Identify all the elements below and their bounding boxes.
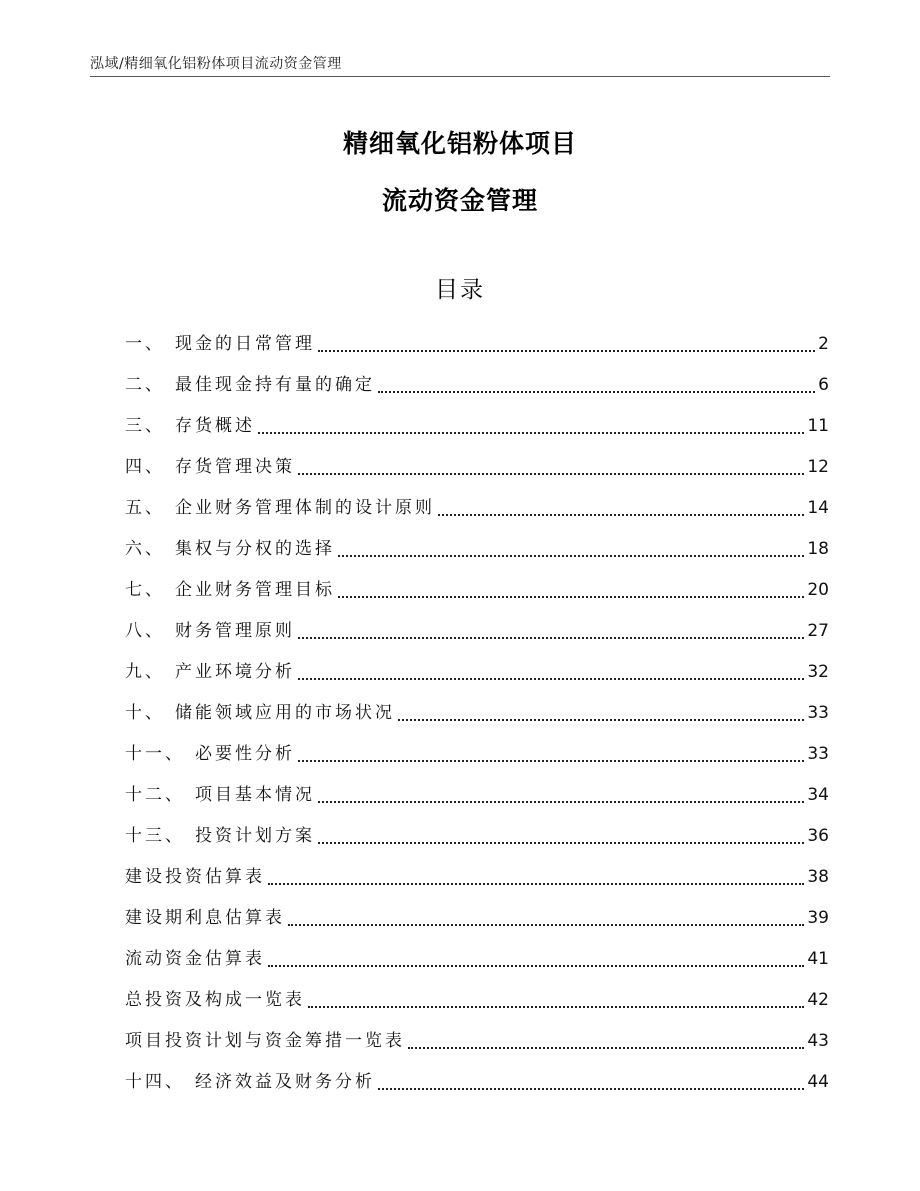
toc-entry-number: 三、 <box>125 416 165 436</box>
toc-leader-dots <box>298 760 804 762</box>
toc-entry-label: 企业财务管理目标 <box>175 580 335 600</box>
toc-entry[interactable] <box>125 853 829 894</box>
running-header: 泓域/精细氧化铝粉体项目流动资金管理 <box>90 56 342 72</box>
toc-leader-dots <box>308 1006 804 1008</box>
toc-entry-number: 九、 <box>125 662 165 682</box>
header-rule <box>90 76 830 77</box>
toc-entry-page: 33 <box>807 703 829 723</box>
toc-entry-label: 存货概述 <box>175 416 255 436</box>
toc-entry-label: 项目投资计划与资金筹措一览表 <box>125 1031 405 1051</box>
toc-entry-label: 经济效益及财务分析 <box>195 1072 375 1092</box>
toc-entry[interactable] <box>125 1017 829 1058</box>
toc-entry-label: 必要性分析 <box>195 744 295 764</box>
table-of-contents <box>125 320 829 1099</box>
document-title-line-2: 流动资金管理 <box>381 186 538 215</box>
toc-entry[interactable] <box>125 607 829 648</box>
toc-entry[interactable] <box>125 484 829 525</box>
toc-entry[interactable] <box>125 894 829 935</box>
toc-entry-page: 27 <box>807 621 829 641</box>
toc-leader-dots <box>338 596 804 598</box>
toc-entry-page: 33 <box>807 744 829 764</box>
toc-entry-page: 20 <box>807 580 829 600</box>
toc-leader-dots <box>338 555 804 557</box>
toc-leader-dots <box>258 432 804 434</box>
toc-entry-number: 十四、 <box>125 1072 185 1092</box>
toc-entry-label: 企业财务管理体制的设计原则 <box>175 498 435 518</box>
toc-entry[interactable] <box>125 648 829 689</box>
toc-entry-page: 36 <box>807 826 829 846</box>
toc-leader-dots <box>318 801 804 803</box>
toc-entry-label: 建设期利息估算表 <box>125 908 285 928</box>
toc-entry-number: 一、 <box>125 334 165 354</box>
toc-leader-dots <box>288 924 804 926</box>
toc-entry-label: 财务管理原则 <box>175 621 295 641</box>
toc-entry[interactable] <box>125 361 829 402</box>
toc-entry[interactable] <box>125 935 829 976</box>
toc-entry-label: 储能领域应用的市场状况 <box>175 703 395 723</box>
toc-leader-dots <box>298 678 804 680</box>
toc-leader-dots <box>318 842 804 844</box>
toc-entry-page: 32 <box>807 662 829 682</box>
toc-leader-dots <box>298 637 804 639</box>
toc-entry-label: 产业环境分析 <box>175 662 295 682</box>
toc-entry-number: 四、 <box>125 457 165 477</box>
toc-entry-page: 18 <box>807 539 829 559</box>
toc-leader-dots <box>298 473 804 475</box>
toc-leader-dots <box>378 391 815 393</box>
toc-entry-label: 存货管理决策 <box>175 457 295 477</box>
toc-entry-label: 集权与分权的选择 <box>175 539 335 559</box>
toc-leader-dots <box>318 350 815 352</box>
toc-entry-number: 六、 <box>125 539 165 559</box>
toc-entry-number: 十三、 <box>125 826 185 846</box>
toc-entry-label: 流动资金估算表 <box>125 949 265 969</box>
toc-entry-page: 2 <box>818 334 829 354</box>
toc-entry-page: 41 <box>807 949 829 969</box>
toc-entry-page: 6 <box>818 375 829 395</box>
toc-leader-dots <box>268 965 804 967</box>
toc-entry[interactable] <box>125 320 829 361</box>
toc-entry[interactable] <box>125 730 829 771</box>
toc-entry[interactable] <box>125 689 829 730</box>
toc-entry-number: 五、 <box>125 498 165 518</box>
toc-entry[interactable] <box>125 812 829 853</box>
toc-entry-number: 七、 <box>125 580 165 600</box>
toc-entry-number: 十二、 <box>125 785 185 805</box>
toc-entry-page: 39 <box>807 908 829 928</box>
toc-entry[interactable] <box>125 525 829 566</box>
toc-entry-number: 二、 <box>125 375 165 395</box>
toc-entry-number: 十一、 <box>125 744 185 764</box>
toc-entry[interactable] <box>125 1058 829 1099</box>
toc-leader-dots <box>378 1088 804 1090</box>
toc-leader-dots <box>438 514 804 516</box>
toc-entry-label: 最佳现金持有量的确定 <box>175 375 375 395</box>
document-title-line-1: 精细氧化铝粉体项目 <box>342 129 577 158</box>
toc-leader-dots <box>268 883 804 885</box>
toc-entry[interactable] <box>125 976 829 1017</box>
toc-entry-page: 11 <box>807 416 829 436</box>
toc-entry-label: 建设投资估算表 <box>125 867 265 887</box>
toc-leader-dots <box>408 1047 804 1049</box>
toc-entry[interactable] <box>125 443 829 484</box>
toc-leader-dots <box>398 719 804 721</box>
toc-entry-label: 总投资及构成一览表 <box>125 990 305 1010</box>
toc-entry-page: 12 <box>807 457 829 477</box>
toc-entry-label: 投资计划方案 <box>195 826 315 846</box>
toc-entry[interactable] <box>125 771 829 812</box>
toc-entry-number: 八、 <box>125 621 165 641</box>
toc-entry-page: 38 <box>807 867 829 887</box>
toc-entry-page: 44 <box>807 1072 829 1092</box>
toc-entry-page: 14 <box>807 498 829 518</box>
toc-entry-label: 项目基本情况 <box>195 785 315 805</box>
toc-entry-label: 现金的日常管理 <box>175 334 315 354</box>
toc-entry-page: 34 <box>807 785 829 805</box>
toc-entry-number: 十、 <box>125 703 165 723</box>
toc-entry[interactable] <box>125 566 829 607</box>
toc-entry-page: 43 <box>807 1031 829 1051</box>
toc-entry[interactable] <box>125 402 829 443</box>
toc-heading: 目录 <box>435 277 485 303</box>
toc-entry-page: 42 <box>807 990 829 1010</box>
